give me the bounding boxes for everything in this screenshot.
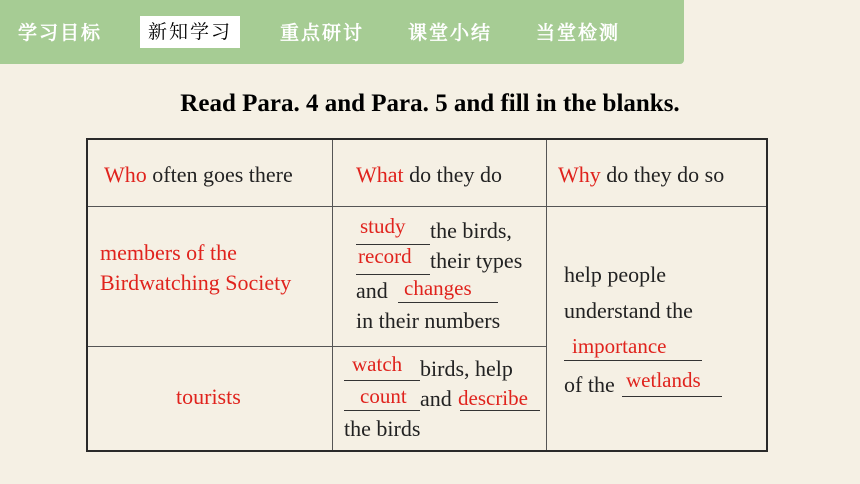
answer-count: count — [360, 384, 407, 408]
row1-what-text1: the birds, — [430, 218, 512, 243]
instruction-heading: Read Para. 4 and Para. 5 and fill in the blanks. — [180, 90, 680, 117]
row2-what-text3: the birds — [344, 416, 421, 441]
answer-changes: changes — [404, 276, 472, 300]
column-divider — [546, 140, 547, 450]
nav-tab-learning-goals[interactable]: 学习目标 — [18, 22, 103, 44]
nav-tab-new-knowledge[interactable]: 新知学习 — [140, 16, 240, 48]
row1-who-line2: Birdwatching Society — [100, 270, 292, 295]
blank-record[interactable] — [356, 274, 430, 275]
row1-what-text4: in their numbers — [356, 308, 501, 333]
why-line2: understand the — [564, 298, 693, 323]
row1-what-and: and — [356, 278, 388, 303]
row2-what-and: and — [420, 386, 452, 411]
column-divider — [332, 140, 333, 450]
answer-wetlands: wetlands — [626, 368, 701, 392]
header-why: Why do they do so — [558, 162, 725, 187]
row-divider — [88, 206, 766, 207]
answer-study: study — [360, 214, 406, 238]
header-who: Who often goes there — [104, 162, 293, 187]
row1-what-text2: their types — [430, 248, 523, 273]
fill-in-table — [86, 138, 768, 452]
answer-record: record — [358, 244, 412, 268]
row2-what-text1: birds, help — [420, 356, 513, 381]
row-divider — [88, 346, 546, 347]
blank-changes[interactable] — [398, 302, 498, 303]
blank-wetlands[interactable] — [622, 396, 722, 397]
answer-watch: watch — [352, 352, 403, 376]
why-line1: help people — [564, 262, 667, 287]
blank-count[interactable] — [344, 410, 420, 411]
answer-importance: importance — [572, 334, 667, 358]
why-of-the: of the — [564, 372, 615, 397]
row2-who: tourists — [176, 384, 241, 409]
blank-watch[interactable] — [344, 380, 420, 381]
row1-who-line1: members of the — [100, 240, 237, 265]
header-what: What do they do — [356, 162, 503, 187]
blank-importance[interactable] — [564, 360, 702, 361]
nav-tab-class-test[interactable]: 当堂检测 — [536, 22, 621, 44]
answer-describe: describe — [458, 386, 528, 410]
top-nav-bar — [0, 0, 684, 64]
nav-tab-key-discussion[interactable]: 重点研讨 — [280, 22, 365, 44]
nav-tab-class-summary[interactable]: 课堂小结 — [408, 22, 493, 44]
